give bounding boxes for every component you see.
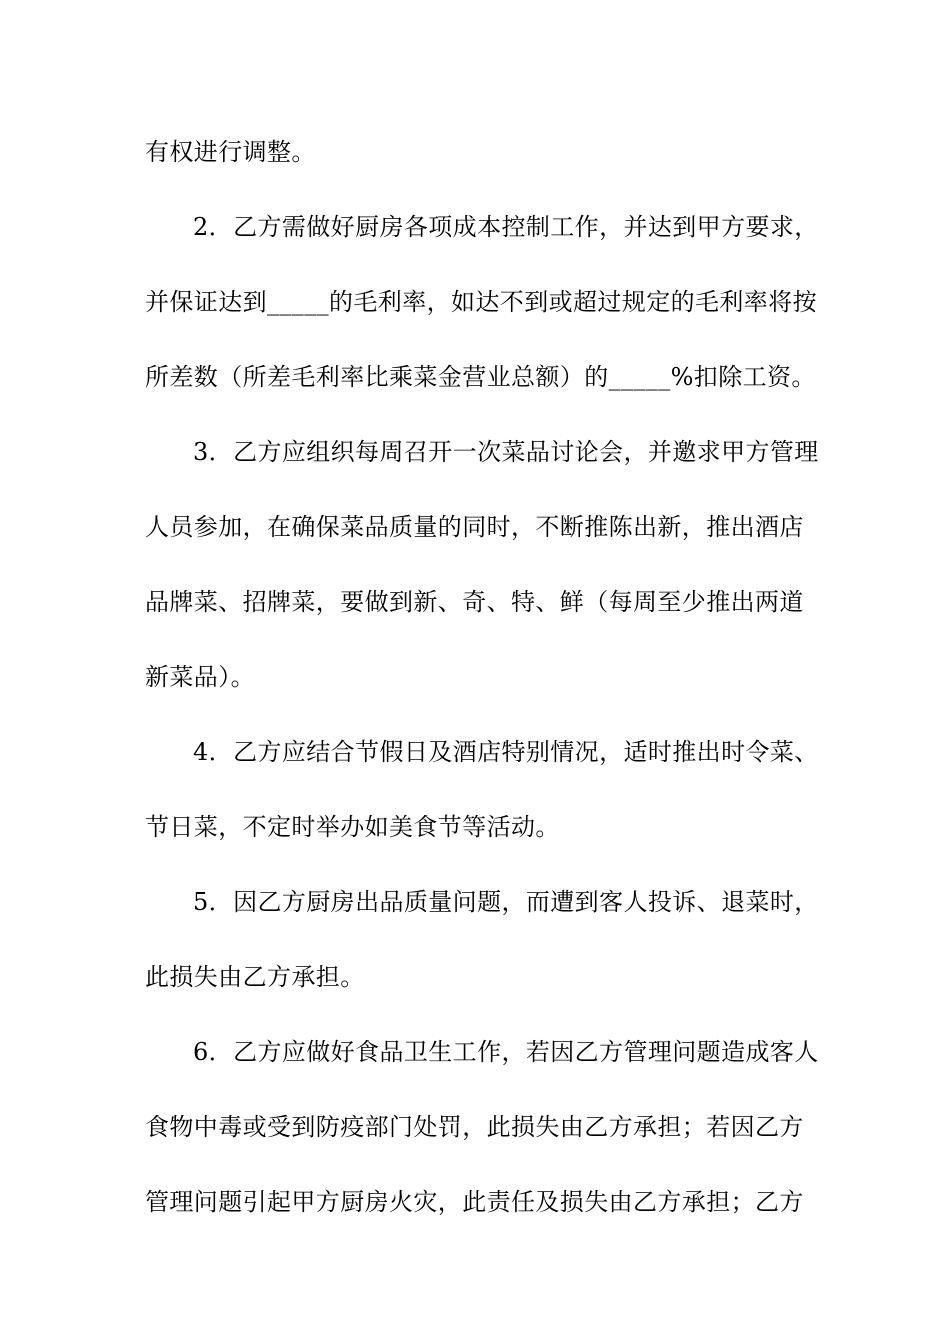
text-line: 此损失由乙方承担。: [145, 963, 365, 991]
text-line: 品牌菜、招牌菜，要做到新、奇、特、鲜（每周至少推出两道: [145, 588, 804, 616]
clause-2-line: 2．乙方需做好厨房各项成本控制工作，并达到甲方要求，: [193, 213, 819, 241]
text-line: 节日菜，不定时举办如美食节等活动。: [145, 813, 560, 841]
clause-5-line: 5．因乙方厨房出品质量问题，而遭到客人投诉、退菜时，: [193, 888, 819, 916]
text-line: 并保证达到_____的毛利率，如达不到或超过规定的毛利率将按: [145, 288, 817, 316]
clause-6-line: 6．乙方应做好食品卫生工作，若因乙方管理问题造成客人: [193, 1038, 819, 1066]
text-line: 新菜品）。: [145, 663, 255, 691]
text-line: 人员参加，在确保菜品质量的同时，不断推陈出新，推出酒店: [145, 513, 804, 541]
text-line: 所差数（所差毛利率比乘菜金营业总额）的_____%扣除工资。: [145, 363, 816, 391]
text-line: 食物中毒或受到防疫部门处罚，此损失由乙方承担；若因乙方: [145, 1113, 804, 1141]
clause-3-line: 3．乙方应组织每周召开一次菜品讨论会，并邀求甲方管理: [193, 438, 819, 466]
text-line: 有权进行调整。: [145, 138, 316, 166]
text-line: 管理问题引起甲方厨房火灾，此责任及损失由乙方承担；乙方: [145, 1188, 804, 1216]
clause-4-line: 4．乙方应结合节假日及酒店特别情况，适时推出时令菜、: [193, 738, 819, 766]
